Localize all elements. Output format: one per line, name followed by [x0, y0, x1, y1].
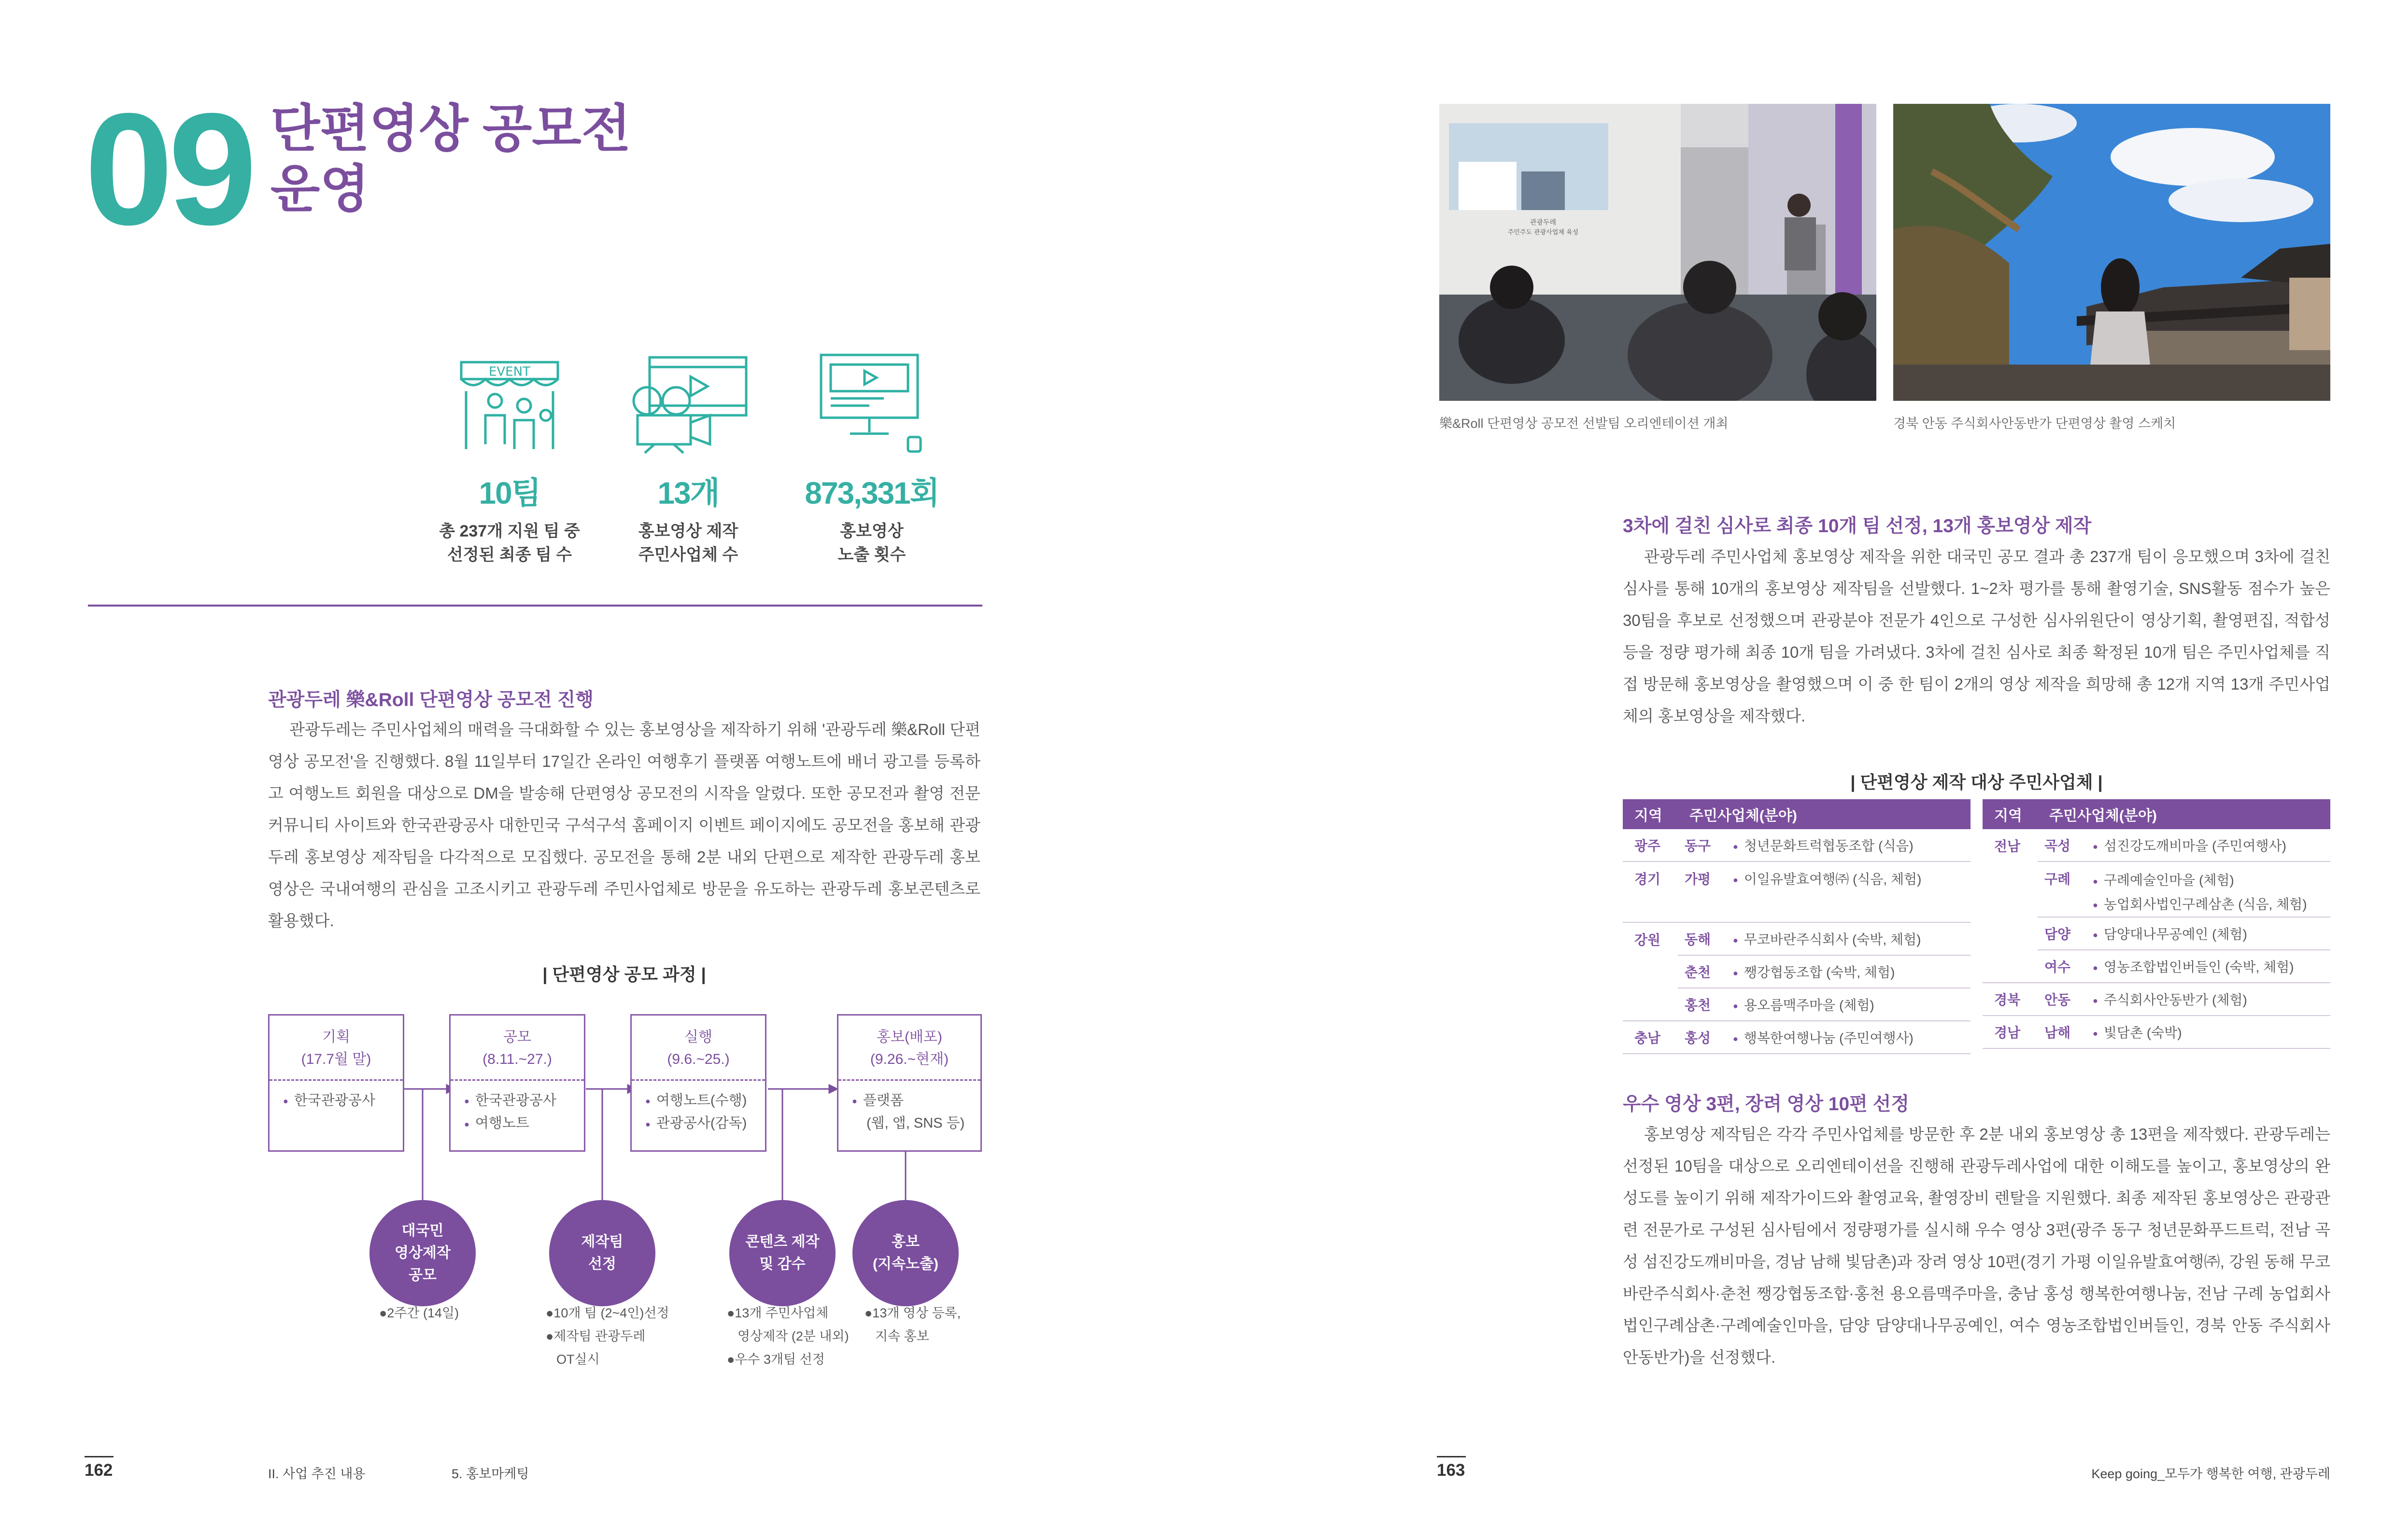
process-step-public-contest: 대국민 영상제작 공모 — [369, 1200, 476, 1306]
table-row: 홍천 ● 용오름맥주마을 (체험) — [1623, 988, 1971, 1021]
heading-contest: 관광두레 樂&Roll 단편영상 공모전 진행 — [268, 690, 594, 710]
paragraph-awards: 홍보영상 제작팀은 각각 주민사업체를 방문한 후 2분 내외 홍보영상 총 13편을 제작했다. 관광두레는 선정된 10팀을 대상으로 오리엔테이션을 진행해 관광두레사업에 대한 이해도를 높이고, 홍보영상의 완성도를 높이기 위해 제작가이드와 촬영교육, 촬영장비 렌탈을 지원했다. 최종 제작된 홍보영상은 관광관련 전문가로 구성된 심사팀에서 정량평가를 실시해 우수 영상 3편(광주 동구 청년문화푸드트럭, 전남 곡성 섬진강도깨비마을, 경남 남해 빛담촌)과 장려 영상 10편(경기 가평 이일유발효여행㈜, 강원 동해 무코바란주식회사·춘천 쨍강협동조합·홍천 용오름맥주마을, 충남 홍성 행복한여행나눔, 전남 구례 농업회사법인구례삼촌·구례예술인마을, 담양 담양대나무공예인, 여수 영농조합법인버들인, 경북 안동 주식회사안동반가)을 선정했다. — [1623, 1125, 2330, 1366]
table-header-region: 지역 — [1983, 799, 2038, 829]
section-number: 09 — [85, 80, 253, 258]
table-row: 전남 곡성 ● 섬진강도깨비마을 (주민여행사) — [1983, 829, 2330, 862]
process-box-execute: 실행 (9.6.~25.) ● 여행노트(수행) ● 관광공사(감독) — [630, 1014, 766, 1152]
table-row: 경남 남해 ● 빛담촌 (숙박) — [1983, 1016, 2330, 1048]
table-row: 경기 가평 ● 이일유발효여행㈜ (식음, 체험) — [1623, 862, 1971, 922]
process-caption: | 단편영상 공모 과정 | — [542, 964, 706, 984]
process-step-team-selection: 제작팀 선정 — [549, 1200, 655, 1306]
footer-title: Keep going_모두가 행복한 여행, 관광두레 — [2091, 1467, 2330, 1481]
process-box-contest: 공모 (8.11.~27.) ● 한국관광공사 ● 여행노트 — [449, 1014, 585, 1152]
table-row: 광주 동구 ● 청년문화트럭협동조합 (식음) — [1623, 829, 1971, 862]
business-table-left — [1623, 799, 1971, 1054]
heading-awards: 우수 영상 3편, 장려 영상 10편 선정 — [1623, 1094, 1910, 1115]
process-note: ●2주간 (14일) — [379, 1306, 459, 1320]
svg-text:주민주도 관광사업체 육성: 주민주도 관광사업체 육성 — [1507, 229, 1579, 236]
stat-value: 10팀 — [479, 476, 540, 510]
heading-selection: 3차에 걸친 심사로 최종 10개 팀 선정, 13개 홍보영상 제작 — [1623, 516, 2092, 537]
paragraph-selection: 관광두레 주민사업체 홍보영상 제작을 위한 대국민 공모 결과 총 237개 팀이 응모했으며 3차에 걸친 심사를 통해 10개의 홍보영상 제작팀을 선발했다. 1~2차 평가를 통해 촬영기술, SNS활동 점수가 높은 30팀을 후보로 선정했으며 관광분야 전문가 4인으로 구성한 심사위원단이 영상기획, 촬영편집, 적합성 등을 정량 평가해 최종 10개 팀을 가려냈다. 3차에 걸친 심사로 최종 확정된 10개 팀은 주민사업체를 직접 방문해 홍보영상을 촬영했으며 이 중 한 팀이 2개의 영상 제작을 희망해 총 12개 지역 13개 주민사업체의 홍보영상을 제작했다. — [1623, 548, 2330, 725]
stat-label: 홍보영상 노출 횟수 — [837, 522, 906, 565]
page-number-rule — [1437, 1456, 1466, 1457]
table-row: 담양 ● 담양대나무공예인 (체험) — [1983, 917, 2330, 950]
table-row: 구례 ● 구례예술인마을 (체험) ● 농업회사법인구례삼촌 (식음, 체험) — [1983, 862, 2330, 917]
table-header-business: 주민사업체(분야) — [1678, 799, 1971, 829]
stat-label: 총 237개 지원 팀 중 선정된 최종 팀 수 — [439, 522, 580, 565]
table-header-row — [1623, 799, 1971, 829]
divider — [88, 605, 982, 607]
stat-value: 13개 — [657, 476, 719, 510]
page-number-rule — [85, 1456, 113, 1457]
stat-teams — [408, 348, 611, 567]
table-row: 여수 ● 영농조합법인버들인 (숙박, 체험) — [1983, 950, 2330, 983]
process-box-promote: 홍보(배포) (9.26.~현재) ● 플랫폼 (웹, 앱, SNS 등) — [837, 1014, 982, 1152]
table-row: 춘천 ● 쨍강협동조합 (숙박, 체험) — [1623, 955, 1971, 988]
table-header-region: 지역 — [1623, 799, 1678, 829]
table-caption: | 단편영상 제작 대상 주민사업체 | — [1850, 772, 2103, 792]
stat-exposure — [770, 348, 973, 567]
page-number: 162 — [85, 1461, 113, 1480]
process-step-promotion: 홍보 (지속노출) — [852, 1200, 959, 1306]
business-table-right — [1983, 799, 2330, 1049]
svg-text:EVENT: EVENT — [489, 365, 530, 379]
table-row: 경북 안동 ● 주식회사안동반가 (체험) — [1983, 983, 2330, 1016]
footer-section: 5. 홍보마케팅 — [452, 1467, 529, 1481]
paragraph-contest: 관광두레는 주민사업체의 매력을 극대화할 수 있는 홍보영상을 제작하기 위해 '관광두레 樂&Roll 단편영상 공모전'을 진행했다. 8월 11일부터 17일간 온라인 여행후기 플랫폼 여행노트에 배너 광고를 등록하고 여행노트 회원을 대상으로 DM을 발송해 단편영상 공모전의 시작을 알렸다. 또한 공모전과 촬영 전문 커뮤니티 사이트와 한국관광공사 대한민국 구석구석 홈페이지 이벤트 페이지에도 공모전을 홍보해 관광두레 홍보영상 제작팀을 다각적으로 모집했다. 공모전을 통해 2분 내외 단편으로 제작한 관광두레 홍보영상은 국내여행의 관심을 고조시키고 관광두레 주민사업체로 방문을 유도하는 관광두레 홍보콘텐츠로 활용했다. — [268, 721, 980, 930]
photo-hanok-shoot-caption: 경북 안동 주식회사안동반가 단편영상 촬영 스케치 — [1893, 416, 2176, 431]
process-note: ●10개 팀 (2~4인)선정 ●제작팀 관광두레 OT실시 — [546, 1306, 669, 1367]
process-note: ●13개 주민사업체 영상제작 (2분 내외) ●우수 3개팀 선정 — [727, 1306, 849, 1367]
event-booth-icon — [454, 348, 565, 454]
svg-text:관광두레: 관광두레 — [1530, 219, 1557, 226]
section-title-line2: 운영 — [270, 161, 369, 218]
section-title — [270, 99, 631, 220]
photo-orientation-caption: 樂&Roll 단편영상 공모전 선발팀 오리엔테이션 개최 — [1439, 416, 1729, 431]
process-step-content-production: 콘텐츠 제작 및 감수 — [729, 1200, 836, 1306]
process-box-plan: 기획 (17.7월 말) ● 한국관광공사 — [268, 1014, 404, 1152]
photo-hanok-shoot — [1893, 104, 2330, 401]
process-note: ●13개 영상 등록, 지속 홍보 — [865, 1306, 961, 1343]
table-header-business: 주민사업체(분야) — [2038, 799, 2330, 829]
table-row: 충남 홍성 ● 행복한여행나눔 (주민여행사) — [1623, 1021, 1971, 1054]
photo-orientation — [1439, 104, 1876, 401]
stat-label: 홍보영상 제작 주민사업체 수 — [638, 522, 738, 565]
stat-videos — [587, 348, 790, 567]
footer-chapter: II. 사업 추진 내용 — [268, 1467, 366, 1481]
page-number: 163 — [1437, 1461, 1465, 1480]
table-row: 강원 동해 ● 무코바란주식회사 (숙박, 체험) — [1623, 922, 1971, 955]
stat-value: 873,331회 — [805, 476, 939, 510]
monitor-play-icon — [816, 348, 927, 454]
section-title-line1: 단편영상 공모전 — [270, 100, 631, 157]
table-header-row — [1983, 799, 2330, 829]
video-camera-icon — [625, 348, 751, 454]
